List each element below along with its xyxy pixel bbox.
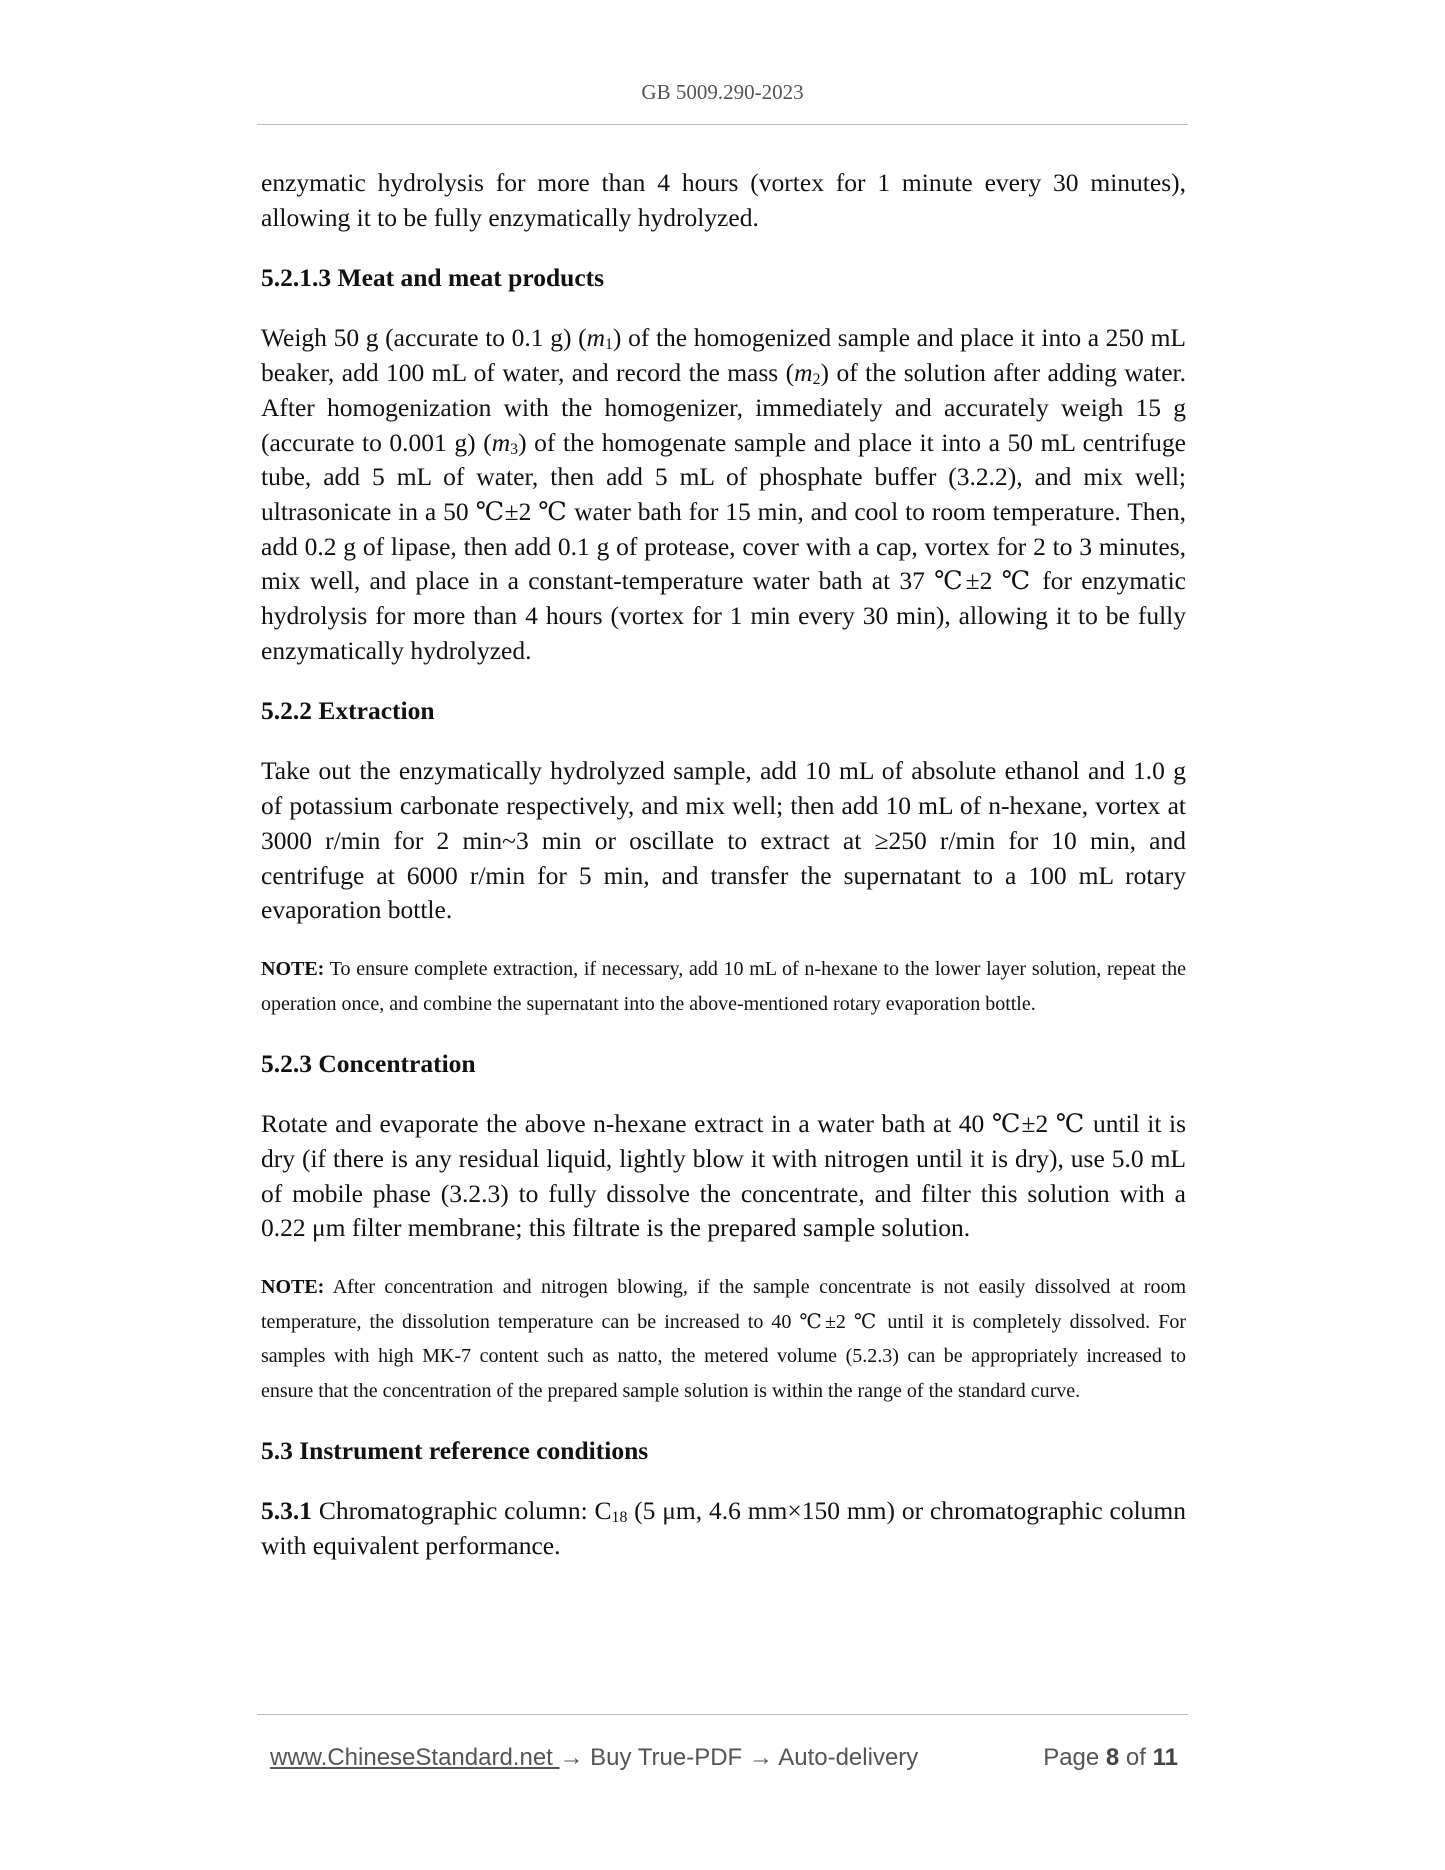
section-heading-5-2-2: 5.2.2 Extraction — [261, 696, 435, 726]
paragraph-chromatographic-column: 5.3.1 Chromatographic column: $C_{18}$ (5 μm, 4.6 mm×150 mm) or chromatographic column with equivalent performance. — [261, 1496, 1186, 1561]
page-footer — [270, 1744, 1178, 1772]
auto-delivery-text: Auto-delivery — [772, 1744, 919, 1771]
page-number: Page 8 of 11 — [1043, 1744, 1178, 1771]
note-concentration: NOTE: After concentration and nitrogen blowing, if the sample concentrate is not easily dissolved at room temperature, the dissolution temperature can be increased to 40 ℃±2 ℃ until it is completely dissolved. For samples with high MK-7 content such as natto, the metered volume (5.2.3) can be appropriately increased to ensure that the concentration of the prepared sample solution is within the range of the standard curve. — [261, 1275, 1186, 1402]
section-heading-5-3: 5.3 Instrument reference conditions — [261, 1436, 649, 1466]
note-label: NOTE: — [261, 1275, 325, 1298]
section-heading-5-2-3: 5.2.3 Concentration — [261, 1049, 476, 1079]
section-heading-5-2-1-3: 5.2.1.3 Meat and meat products — [261, 263, 605, 293]
paragraph-concentration: Rotate and evaporate the above n-hexane extract in a water bath at 40 ℃±2 ℃ until it is dry (if there is any residual liquid, lightly blow it with nitrogen until it is dry), use 5.0 mL of mobile phase (3.2.3) to fully dissolve the concentrate, and filter this solution with a 0.22 μm filter membrane; this filtrate is the prepared sample solution. — [261, 1109, 1186, 1243]
mass-var-m3: m — [491, 427, 511, 457]
note-extraction: NOTE: To ensure complete extraction, if necessary, add 10 mL of n-hexane to the lower layer solution, repeat the operation once, and combine the supernatant into the above-mentioned rotary evaporation bottle. — [261, 957, 1186, 1015]
header-divider — [257, 124, 1188, 125]
website-link[interactable]: www.ChineseStandard.net — [270, 1744, 560, 1771]
mass-var-m1: m — [586, 323, 606, 353]
mass-var-m2: m — [794, 358, 813, 388]
document-header: GB 5009.290-2023 — [641, 80, 804, 104]
paragraph-hydrolysis-continued: enzymatic hydrolysis for more than 4 hours (vortex for 1 minute every 30 minutes), allowing it to be fully enzymatically hydrolyzed. — [261, 168, 1186, 232]
current-page: 8 — [1105, 1744, 1120, 1771]
paragraph-extraction: Take out the enzymatically hydrolyzed sample, add 10 mL of absolute ethanol and 1.0 g of potassium carbonate respectively, and mix well; then add 10 mL of n-hexane, vortex at 3000 r/min for 2 min~3 min or oscillate to extract at ≥250 r/min for 10 min, and centrifuge at 6000 r/min for 5 min, and transfer the supernatant to a 100 mL rotary evaporation bottle. — [261, 756, 1186, 925]
buy-pdf-text: Buy True-PDF — [583, 1744, 749, 1771]
arrow-right-icon: → — [748, 1744, 773, 1771]
arrow-right-icon: → — [559, 1744, 584, 1771]
footer-divider — [257, 1714, 1188, 1715]
paragraph-meat-products: Weigh 50 g (accurate to 0.1 g) $(m_1)$ of the homogenized sample and place it into a 250 mL beaker, add 100 mL of water, and record the mass $(m_2)$ of the solution after adding water. After homogenization with the homogenizer, immediately and accurately weigh 15 g (accurate to 0.001 g) $(m_3)$ of the homogenate sample and place it into a 50 mL centrifuge tube, add 5 mL of water, then add 5 mL of phosphate buffer (3.2.2), and mix well; ultrasonicate in a 50 ℃±2 ℃ water bath for 15 min, and cool to room temperature. Then, add 0.2 g of lipase, then add 0.1 g of protease, cover with a cap, vortex for 2 to 3 minutes, mix well, and place in a constant-temperature water bath at 37 ℃±2 ℃ for enzymatic hydrolysis for more than 4 hours (vortex for 1 min every 30 min), allowing it to be fully enzymatically hydrolyzed. — [261, 323, 1187, 665]
document-body — [261, 166, 1186, 1564]
total-pages: 11 — [1152, 1744, 1178, 1771]
clause-number: 5.3.1 — [261, 1496, 312, 1526]
note-label: NOTE: — [261, 957, 325, 980]
